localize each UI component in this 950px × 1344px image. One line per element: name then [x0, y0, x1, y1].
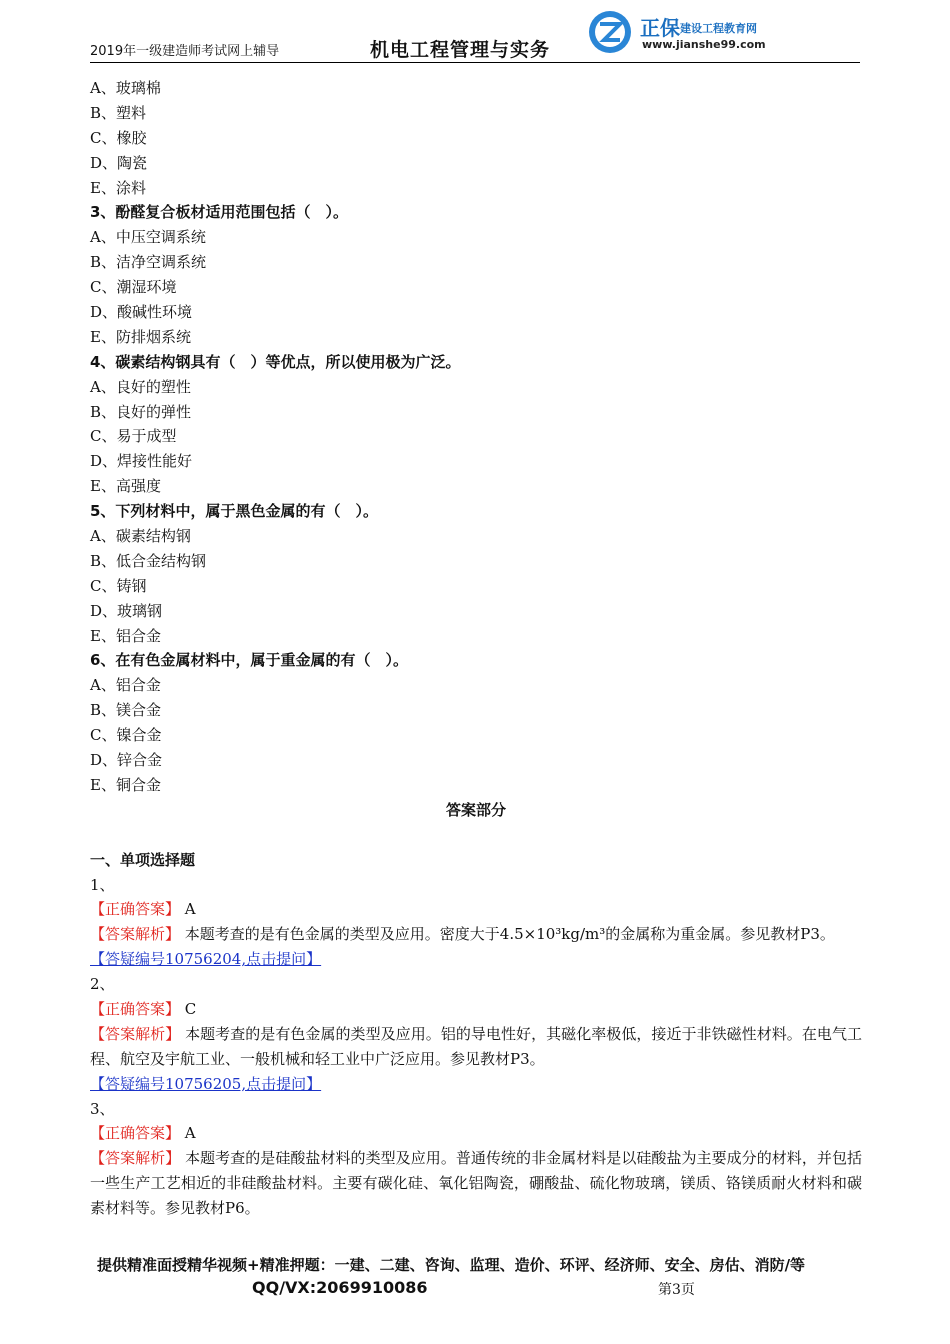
analysis-text: 本题考查的是有色金属的类型及应用。铝的导电性好，其磁化率极低，接近于非铁磁性材料。在电气工程、航空及宇航工业、一般机械和轻工业中广泛应用。参见教材P3。 — [90, 1024, 862, 1068]
option-line: E、涂料 — [90, 178, 146, 197]
question-5: 5、下列材料中，属于黑色金属的有（ ）。 — [90, 502, 378, 521]
option-line: E、防排烟系统 — [90, 327, 191, 346]
correct-answer-label: 【正确答案】 — [90, 999, 181, 1018]
header-exam-title: 2019年一级建造师考试网上辅导 — [90, 44, 280, 59]
option-line: C、易于成型 — [90, 427, 177, 446]
spacer — [90, 823, 862, 848]
logo-brand-text: 正保 — [640, 16, 680, 40]
option-line: D、陶瓷 — [90, 153, 148, 172]
section-heading: 一、单项选择题 — [90, 850, 196, 869]
answer-analysis — [90, 922, 862, 947]
logo-subtitle: 建设工程教育网 — [680, 22, 757, 35]
correct-answer-row — [90, 997, 862, 1022]
option-line: B、低合金结构钢 — [90, 551, 207, 570]
option-line: A、铝合金 — [90, 676, 161, 695]
option-line: E、铝合金 — [90, 626, 161, 645]
document-body — [90, 76, 862, 1221]
option-line: C、潮湿环境 — [90, 278, 177, 297]
logo-emblem-icon — [588, 10, 632, 54]
logo-url: www.jianshe99.com — [642, 38, 766, 51]
correct-answer-row — [90, 897, 862, 922]
analysis-label: 【答案解析】 — [90, 1149, 181, 1168]
analysis-label: 【答案解析】 — [90, 925, 181, 944]
option-line: A、玻璃棉 — [90, 79, 161, 97]
option-line: C、铸钢 — [90, 576, 147, 595]
page-number: 第3页 — [658, 1282, 695, 1298]
brand-logo[interactable] — [588, 8, 788, 56]
option-line: A、中压空调系统 — [90, 228, 206, 247]
analysis-text: 本题考查的是硅酸盐材料的类型及应用。普通传统的非金属材料是以硅酸盐为主要成分的材料，并包括一些生产工艺相近的非硅酸盐材料。主要有碳化硅、氧化铝陶瓷，硼酸盐、硫化物玻璃，镁质、铬镁质耐火材料和碳素材料等。参见教材P6。 — [90, 1149, 862, 1218]
page-header — [90, 0, 860, 63]
option-line: D、酸碱性环境 — [90, 303, 193, 322]
question-6: 6、在有色金属材料中，属于重金属的有（ ）。 — [90, 651, 408, 670]
correct-answer-value: C — [180, 999, 197, 1018]
option-line: A、碳素结构钢 — [90, 527, 191, 546]
correct-answer-value: A — [180, 1124, 196, 1143]
answer-analysis — [90, 1146, 862, 1221]
answer-number: 3、 — [90, 1099, 115, 1118]
option-line: D、玻璃钢 — [90, 601, 163, 620]
footer-contact: QQ/VX:2069910086 — [252, 1278, 428, 1297]
correct-answer-value: A — [180, 900, 196, 919]
ask-question-link[interactable]: 【答疑编号10756204,点击提问】 — [90, 950, 322, 969]
correct-answer-label: 【正确答案】 — [90, 900, 181, 919]
footer-promo: 提供精准面授精华视频+精准押题：一建、二建、咨询、监理、造价、环评、经济师、安全、房估、消防/等 — [97, 1256, 806, 1274]
answer-analysis — [90, 1022, 862, 1072]
option-line: B、镁合金 — [90, 701, 162, 720]
answer-number: 1、 — [90, 875, 115, 894]
answer-number: 2、 — [90, 975, 115, 994]
option-line: C、橡胶 — [90, 128, 147, 147]
answer-section-title: 答案部分 — [445, 800, 506, 819]
option-line: C、镍合金 — [90, 726, 162, 745]
option-line: A、良好的塑性 — [90, 377, 191, 396]
option-line: B、洁净空调系统 — [90, 253, 207, 272]
option-line: D、锌合金 — [90, 751, 163, 770]
option-line: B、良好的弹性 — [90, 402, 192, 421]
option-line: E、高强度 — [90, 477, 161, 496]
analysis-text: 本题考查的是有色金属的类型及应用。密度大于4.5×10³kg/m³的金属称为重金属。参见教材P3。 — [180, 925, 835, 944]
question-3: 3、酚醛复合板材适用范围包括（ ）。 — [90, 203, 348, 222]
option-line: D、焊接性能好 — [90, 452, 193, 471]
correct-answer-row — [90, 1121, 862, 1146]
question-4: 4、碳素结构钢具有（ ）等优点，所以使用极为广泛。 — [90, 352, 461, 371]
header-subject-title: 机电工程管理与实务 — [370, 39, 551, 61]
option-line: E、铜合金 — [90, 775, 161, 794]
ask-question-link[interactable]: 【答疑编号10756205,点击提问】 — [90, 1074, 322, 1093]
correct-answer-label: 【正确答案】 — [90, 1124, 181, 1143]
analysis-label: 【答案解析】 — [90, 1024, 181, 1043]
option-line: B、塑料 — [90, 103, 147, 122]
